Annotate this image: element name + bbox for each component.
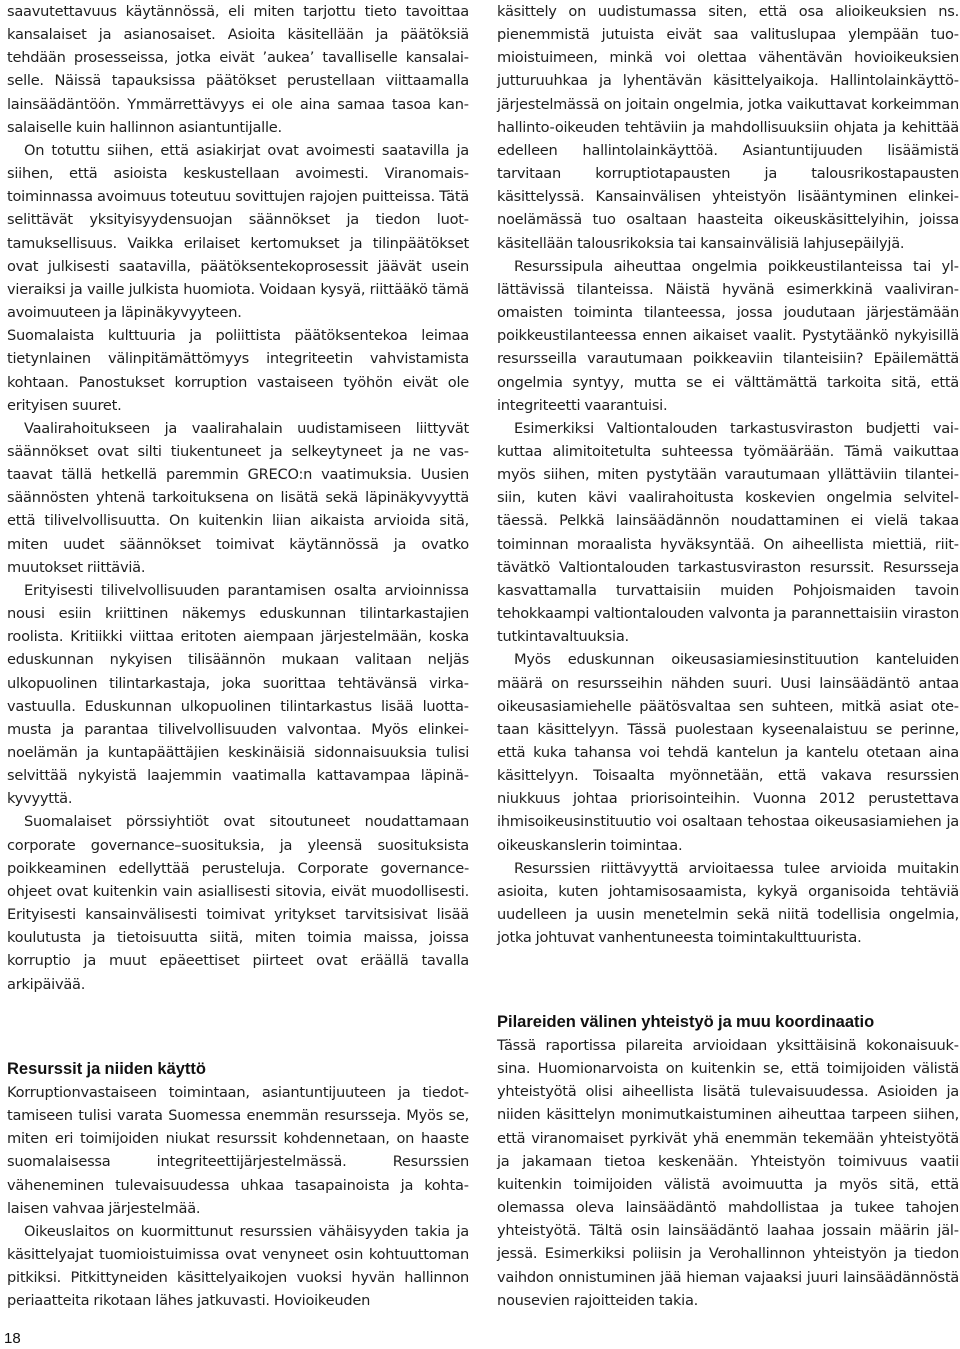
right-column-bottom bbox=[497, 1010, 959, 1312]
right-column-top bbox=[497, 0, 959, 949]
paragraph: Resurssien riittävyyttä arvioitaessa tulee arvioida muitakin asioita, kuten johtamisosaamista, kykyä organisoida tehtäviä uudelleen ja uusin menetelmin sekä niitä todellisia ongelmia, jotka johtuvat vanhentuneesta toimintakulttuurista. bbox=[497, 859, 959, 947]
left-column-bottom bbox=[7, 1057, 469, 1313]
left-column-top bbox=[7, 0, 469, 996]
paragraph: Suomalaiset pörssiyhtiöt ovat sitoutuneet noudattamaan corporate governance–suosituksia, ja yleensä suosituksista poikkeaminen edellyttää perusteluja. Corporate governance- ohjeet ovat kuitenkin vain asiallisesti sitovia, eivät muodollisesti. Erityisesti kansainvälisesti toimivat yritykset tarvitsisivat lisää koulutusta ja tietoisuutta siitä, miten toimia maissa, joissa korruptio ja muut epäeettiset piirteet ovat eräällä tavalla arkipäivää. bbox=[7, 813, 469, 993]
paragraph: Esimerkiksi Valtiontalouden tarkastusviraston budjetti vaikuttaa alimitoitetulta suhteessa työmäärään. Tämä vaikuttaa myös siihen, miten pystytään varautumaan yllättäviin tilanteisiin, kuten kävi vaalirahoitusta koskevien ongelmia selviteltäessä. Pelkkä lainsäädännön noudattaminen ei vielä takaa toiminnan moraalista hyväksyntää. On aiheellista miettiä, riittävätkö Valtiontalouden tarkastusviraston resurssit. Resursseja kasvattamalla turvattaisiin muiden Pohjoismaiden tavoin tehokkaampi valtiontalouden valvonta ja parannettaisiin viraston tutkintavaltuuksia. bbox=[497, 419, 959, 646]
paragraph: saavutettavuus käytännössä, eli miten tarjottu tieto tavoittaa kansalaiset ja asianosaiset. Asioita käsitellään ja päätöksiä tehdään prosesseissa, jotka eivät ’aukea’ tavalliselle kansalaiselle. Näissä tapauksissa päätökset perustellaan viittaamalla lainsäädäntöön. Ymmärrettävyys ei ole aina samaa tasoa kansalaiselle kuin hallinnon asiantuntijalle. bbox=[7, 3, 469, 136]
paragraph: Erityisesti tilivelvollisuuden parantamisen osalta arvioinnissa nousi esiin kriittinen näkemys eduskunnan tilintarkastajien roolista. Kritiikki viittaa eritoten aiempaan järjestelmään, koska eduskunnan nykyisen tilisäännön mukaan valitaan neljäs ulkopuolinen tilintarkastaja, joka suorittaa tehtävänsä virkavastuulla. Eduskunnan ulkopuolinen tilintarkastus lisää luottamusta ja parantaa tilivelvollisuuden valvontaa. Myös elinkeinoelämän ja kuntapäättäjien keskinäisiä sidonnaisuuksia tulisi selvittää nykyistä laajemmin vaatimalla kattavampaa läpinäkyvyyttä. bbox=[7, 581, 469, 808]
paragraph: Suomalaista kulttuuria ja poliittista päätöksentekoa leimaa tietynlainen välinpitämättömyys integriteetin vahvistamista kohtaan. Panostukset korruption vastaiseen työhön eivät ole erityisen suuret. bbox=[7, 327, 469, 414]
section-heading-coordination: Pilareiden välinen yhteistyö ja muu koordinaatio bbox=[497, 1013, 875, 1031]
page-number: 18 bbox=[4, 1330, 21, 1347]
paragraph: Myös eduskunnan oikeusasiamiesinstituution kanteluiden määrä on resursseihin nähden suuri. Uusi lainsäädäntö antaa oikeusasiamiehelle päätösvaltaa sen suhteen, mitkä asiat otetaan käsittelyyn. Tässä puolestaan kyseenalaistuu se perinne, että kuka tahansa voi tehdä kantelun ja kantelu otetaan aina käsittelyyn. Toisaalta myönnetään, että vakava resurssien niukkuus johtaa priorisointeihin. Vuonna 2012 perustettava ihmisoikeusinstituutio voi osaltaan tehostaa oikeusasiamiehen ja oikeuskanslerin toimintaa. bbox=[497, 651, 959, 854]
paragraph: käsittely on uudistumassa siten, että osa alioikeuksien ns. pienemmistä jutuista eivät saa valituslupaa ylempään tuomioistuimeen, minkä voi olettaa vähentävän hovioikeuksien jutturuuhkaa ja lyhentävän käsittelyaikoja. Hallintolainkäyttöjärjestelmässä on joitain ongelmia, jotka vaikuttavat korkeimman hallinto-oikeuden tehtäviin ja mahdollisuuksiin ohjata ja kehittää edelleen hallintolainkäyttöä. Asiantuntijuuden lisäämistä tarvitaan korruptiotapausten ja talousrikostapausten käsittelyssä. Kansainvälisen yhteistyön lisääntyminen elinkeinoelämässä tuo osaltaan haasteita oikeuskäsittelyihin, joissa käsitellään talousrikoksia tai kansainvälisiä lahjusepäilyjä. bbox=[497, 3, 959, 252]
paragraph: On totuttu siihen, että asiakirjat ovat avoimesti saatavilla ja siihen, että asioista keskustellaan avoimesti. Viranomaistoiminnassa avoimuus toteutuu sovittujen rajojen puitteissa. Tätä selittävät yksityisyydensuojan säännökset ja tiedon luottamuksellisuus. Vaikka erilaiset kertomukset ja tilinpäätökset ovat julkisesti saatavilla, päätöksentekoprosessit jäävät usein vieraiksi ja vaille julkista huomiota. Voidaan kysyä, riittääkö tämä avoimuuteen ja läpinäkyvyyteen. bbox=[7, 141, 469, 322]
paragraph: Tässä raportissa pilareita arvioidaan yksittäisinä kokonaisuuksina. Huomionarvoista on kuitenkin se, että toimijoiden välistä yhteistyötä olisi aiheellista lisätä tulevaisuudessa. Asioiden ja niiden käsittelyn monimutkaistuminen aiheuttaa tarpeen siihen, että viranomaiset pyrkivät yhä enemmän tekemään yhteistyötä ja jakamaan tietoa keskenään. Yhteistyön toimivuus vaatii kuitenkin toimijoiden välistä avoimuutta ja myös sitä, että olemassa oleva lainsäädäntö mahdollistaa ja tukee tahojen yhteistyötä. Tältä osin lainsäädäntö laahaa jossain määrin jäljessä. Esimerkiksi poliisin ja Verohallinnon yhteistyön ja tiedon vaihdon onnistuminen jää hieman vajaaksi juuri lainsäädännöstä nousevien rajoitteiden takia. bbox=[497, 1037, 959, 1309]
section-heading-resources: Resurssit ja niiden käyttö bbox=[7, 1060, 206, 1078]
paragraph: Vaalirahoitukseen ja vaalirahalain uudistamiseen liittyvät säännökset ovat silti tiukentuneet ja selkeytyneet ja ne vastaavat tällä hetkellä paremmin GRECO:n vaatimuksia. Uusien säännösten yhtenä tarkoituksena on lisätä sekä läpinäkyvyyttä että tilivelvollisuutta. On kuitenkin liian aikaista arvioida sitä, miten uudet säännökset toimivat käytännössä ja ovatko muutokset riittäviä. bbox=[7, 419, 469, 576]
paragraph: Oikeuslaitos on kuormittunut resurssien vähäisyyden takia ja käsittelyajat tuomioistuimissa ovat venyneet osin kohtuuttoman pitkiksi. Pitkittyneiden käsittelyaikojen vuoksi hyvän hallinnon periaatteita rikotaan lähes jatkuvasti. Hovioikeuden bbox=[7, 1222, 469, 1310]
paragraph: Korruptionvastaiseen toimintaan, asiantuntijuuteen ja tiedottamiseen tulisi varata Suomessa enemmän resursseja. Myös se, miten eri toimijoiden niukat resurssit kohdennetaan, on haaste suomalaisessa integriteettijärjestelmässä. Resurssien väheneminen tulevaisuudessa uhkaa tasapainoista ja kohtalaisen vahvaa järjestelmää. bbox=[7, 1084, 469, 1217]
paragraph: Resurssipula aiheuttaa ongelmia poikkeustilanteissa tai yllättävissä tilanteissa. Näistä hyvänä esimerkkinä vaaliviranomaisten toiminta tilanteessa, jossa joudutaan järjestämään poikkeustilanteessa ennen aikaiset vaalit. Pystytäänkö nykyisillä resursseilla varautumaan poikkeaviin tilanteisiin? Epäilemättä ongelmia syntyy, mutta se ei välttämättä tarkoita sitä, että integriteetti vaarantuisi. bbox=[497, 257, 959, 414]
